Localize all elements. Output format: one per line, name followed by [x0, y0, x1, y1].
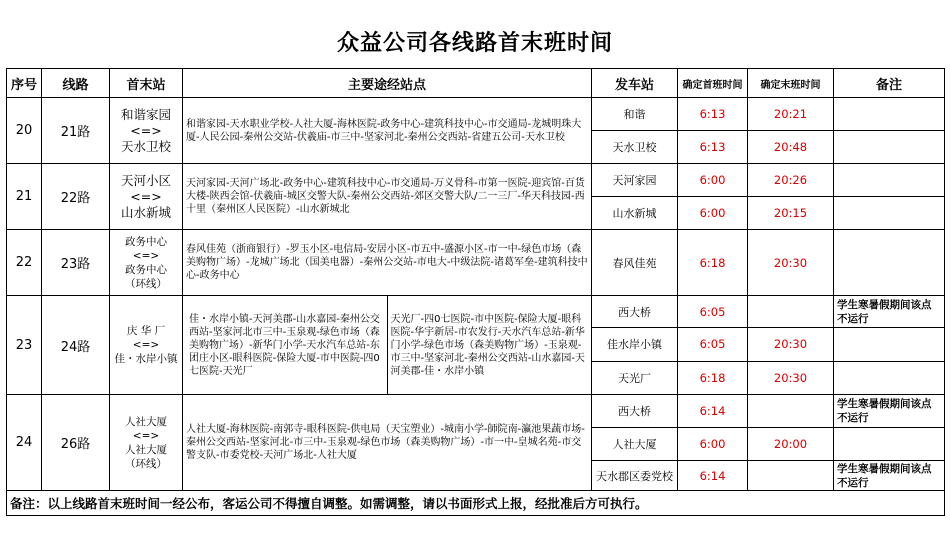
first-time-cell: 6:18 — [678, 230, 748, 296]
seq-cell: 21 — [7, 164, 42, 230]
remark-cell: 学生寒暑假期间该点不运行 — [834, 461, 945, 491]
stops-cell: 天河家园-天河广场北-政务中心-建筑科技中心-市交通局-万义骨科-市第一医院-迎宾馆-百货大楼-陕西会馆-伏羲庙-城区交警大队-秦州公交西站-郊区交警大队/二一三厂-华天科技园-西十里（秦州区人民医院）-山水新城北 — [183, 164, 592, 230]
depart-cell: 山水新城 — [592, 197, 678, 230]
terminal-line: <=> — [130, 122, 162, 138]
stops-cell: 春风佳苑（浙商银行）-罗玉小区-电信局-安居小区-市五中-盛源小区-市一中-绿色市场（森美购物广场）-龙城广场北（国美电器）-秦州公交站-市电大-中级法院-诸葛军垒-建筑科技中心-政务中心 — [183, 230, 592, 296]
depart-cell: 和谐 — [592, 98, 678, 131]
last-time-cell — [748, 395, 834, 428]
header-stops: 主要途经站点 — [183, 69, 592, 98]
footer-row — [7, 491, 945, 516]
last-time-cell: 20:48 — [748, 131, 834, 164]
terminal-cell — [110, 230, 183, 296]
stops-outbound: 佳・水岸小镇-天河美郡-山水嘉园-秦州公交西站-坚家河北市三中-玉泉观-绿色市场（森美购物广场）-新华门小学-天水汽车总站-东团庄小区-眼科医院-保险大厦-市中医院-四0七医院-天光厂 — [186, 296, 387, 394]
route-cell: 22路 — [42, 164, 110, 230]
depart-cell: 天光厂 — [592, 361, 678, 394]
depart-cell: 佳水岸小镇 — [592, 328, 678, 361]
table-row — [7, 164, 945, 197]
last-time-cell: 20:00 — [748, 428, 834, 461]
remark-cell — [834, 197, 945, 230]
remark-cell — [834, 230, 945, 296]
remark-cell — [834, 328, 945, 361]
header-remark: 备注 — [834, 69, 945, 98]
seq-cell: 23 — [7, 296, 42, 395]
header-row — [7, 69, 945, 98]
remark-cell: 学生寒暑假期间该点不运行 — [834, 296, 945, 328]
table-row — [7, 98, 945, 131]
terminal-cell — [110, 395, 183, 491]
schedule-table — [6, 68, 945, 516]
route-cell: 26路 — [42, 395, 110, 491]
remark-cell: 学生寒暑假期间该点不运行 — [834, 395, 945, 428]
first-time-cell: 6:05 — [678, 296, 748, 328]
terminal-cell — [110, 296, 183, 395]
depart-cell: 春风佳苑 — [592, 230, 678, 296]
seq-cell: 22 — [7, 230, 42, 296]
terminal-line: <=> — [132, 429, 160, 442]
last-time-cell: 20:30 — [748, 328, 834, 361]
terminal-cell — [110, 164, 183, 230]
first-time-cell: 6:18 — [678, 361, 748, 394]
depart-cell: 西大桥 — [592, 395, 678, 428]
terminal-line: <=> — [132, 339, 160, 351]
terminal-line: 天水卫校 — [120, 138, 171, 154]
first-time-cell: 6:00 — [678, 164, 748, 197]
footer-note: 备注：以上线路首末班时间一经公布，客运公司不得擅自调整。如需调整，请以书面形式上报，经批准后方可执行。 — [7, 491, 945, 516]
header-first: 确定首班时间 — [678, 69, 748, 98]
remark-cell — [834, 98, 945, 131]
depart-cell: 人社大厦 — [592, 428, 678, 461]
first-time-cell: 6:14 — [678, 461, 748, 491]
terminal-line: 山水新城 — [120, 204, 171, 220]
table-row — [7, 296, 945, 328]
route-cell: 24路 — [42, 296, 110, 395]
terminal-line: （环线） — [125, 277, 167, 290]
header-terminals: 首末站 — [110, 69, 183, 98]
last-time-cell: 20:21 — [748, 98, 834, 131]
header-last: 确定末班时间 — [748, 69, 834, 98]
remark-cell — [834, 361, 945, 394]
last-time-cell: 20:30 — [748, 230, 834, 296]
header-seq: 序号 — [7, 69, 42, 98]
table-row — [7, 395, 945, 428]
remark-cell — [834, 428, 945, 461]
first-time-cell: 6:00 — [678, 197, 748, 230]
stops-cell: 和谐家园-天水职业学校-人社大厦-海林医院-政务中心-建筑科技中心-市交通局-龙城明珠大厦-人民公园-秦州公交站-伏羲庙-市三中-坚家河北-秦州公交西站-省建五公司-天水卫校 — [183, 98, 592, 164]
first-time-cell: 6:14 — [678, 395, 748, 428]
terminal-line: 政务中心 — [125, 235, 167, 248]
route-cell: 23路 — [42, 230, 110, 296]
terminal-line: 天河小区 — [120, 172, 171, 188]
depart-cell: 天河家园 — [592, 164, 678, 197]
terminal-line: 和谐家园 — [120, 106, 171, 122]
stops-inbound: 天光厂-四0七医院-市中医院-保险大厦-眼科医院-华宇新居-市农发行-天水汽车总站-新华门小学-绿色市场（森美购物广场）-玉泉观-市三中-坚家河北-秦州公交西站-山水嘉园-天河美郡-佳・水岸小镇 — [390, 313, 585, 377]
table-row — [7, 230, 945, 296]
seq-cell: 24 — [7, 395, 42, 491]
depart-cell: 天水卫校 — [592, 131, 678, 164]
terminal-line: 人社大厦 — [125, 415, 167, 428]
terminal-line: <=> — [132, 249, 160, 262]
header-depart: 发车站 — [592, 69, 678, 98]
remark-cell — [834, 164, 945, 197]
terminal-line: 佳・水岸小镇 — [114, 353, 178, 365]
last-time-cell — [748, 461, 834, 491]
last-time-cell: 20:15 — [748, 197, 834, 230]
route-cell: 21路 — [42, 98, 110, 164]
first-time-cell: 6:00 — [678, 428, 748, 461]
first-time-cell: 6:13 — [678, 131, 748, 164]
remark-cell — [834, 131, 945, 164]
terminal-line: （环线） — [125, 457, 167, 470]
first-time-cell: 6:13 — [678, 98, 748, 131]
header-route: 线路 — [42, 69, 110, 98]
seq-cell: 20 — [7, 98, 42, 164]
terminal-cell — [110, 98, 183, 164]
stops-cell: 人社大厦-海林医院-南郭寺-眼科医院-供电局（天宝塑业）-城南小学-師院南-瀛池果蔬市场-秦州公交西站-坚家河北-市三中-玉泉观-绿色市场（森美购物广场）-市一中-皇城名苑-市交警支队-市委党校-天河广场北-人社大厦 — [183, 395, 592, 491]
last-time-cell: 20:26 — [748, 164, 834, 197]
depart-cell: 天水郡区委党校 — [592, 461, 678, 491]
terminal-line: 政务中心 — [125, 263, 167, 276]
page-title: 众益公司各线路首末班时间 — [336, 31, 613, 56]
last-time-cell — [748, 296, 834, 328]
first-time-cell: 6:05 — [678, 328, 748, 361]
terminal-line: 人社大厦 — [125, 443, 167, 456]
stops-cell-split — [183, 296, 592, 395]
depart-cell: 西大桥 — [592, 296, 678, 328]
terminal-line: <=> — [130, 188, 162, 204]
last-time-cell: 20:30 — [748, 361, 834, 394]
terminal-line: 庆 华 厂 — [126, 325, 166, 337]
